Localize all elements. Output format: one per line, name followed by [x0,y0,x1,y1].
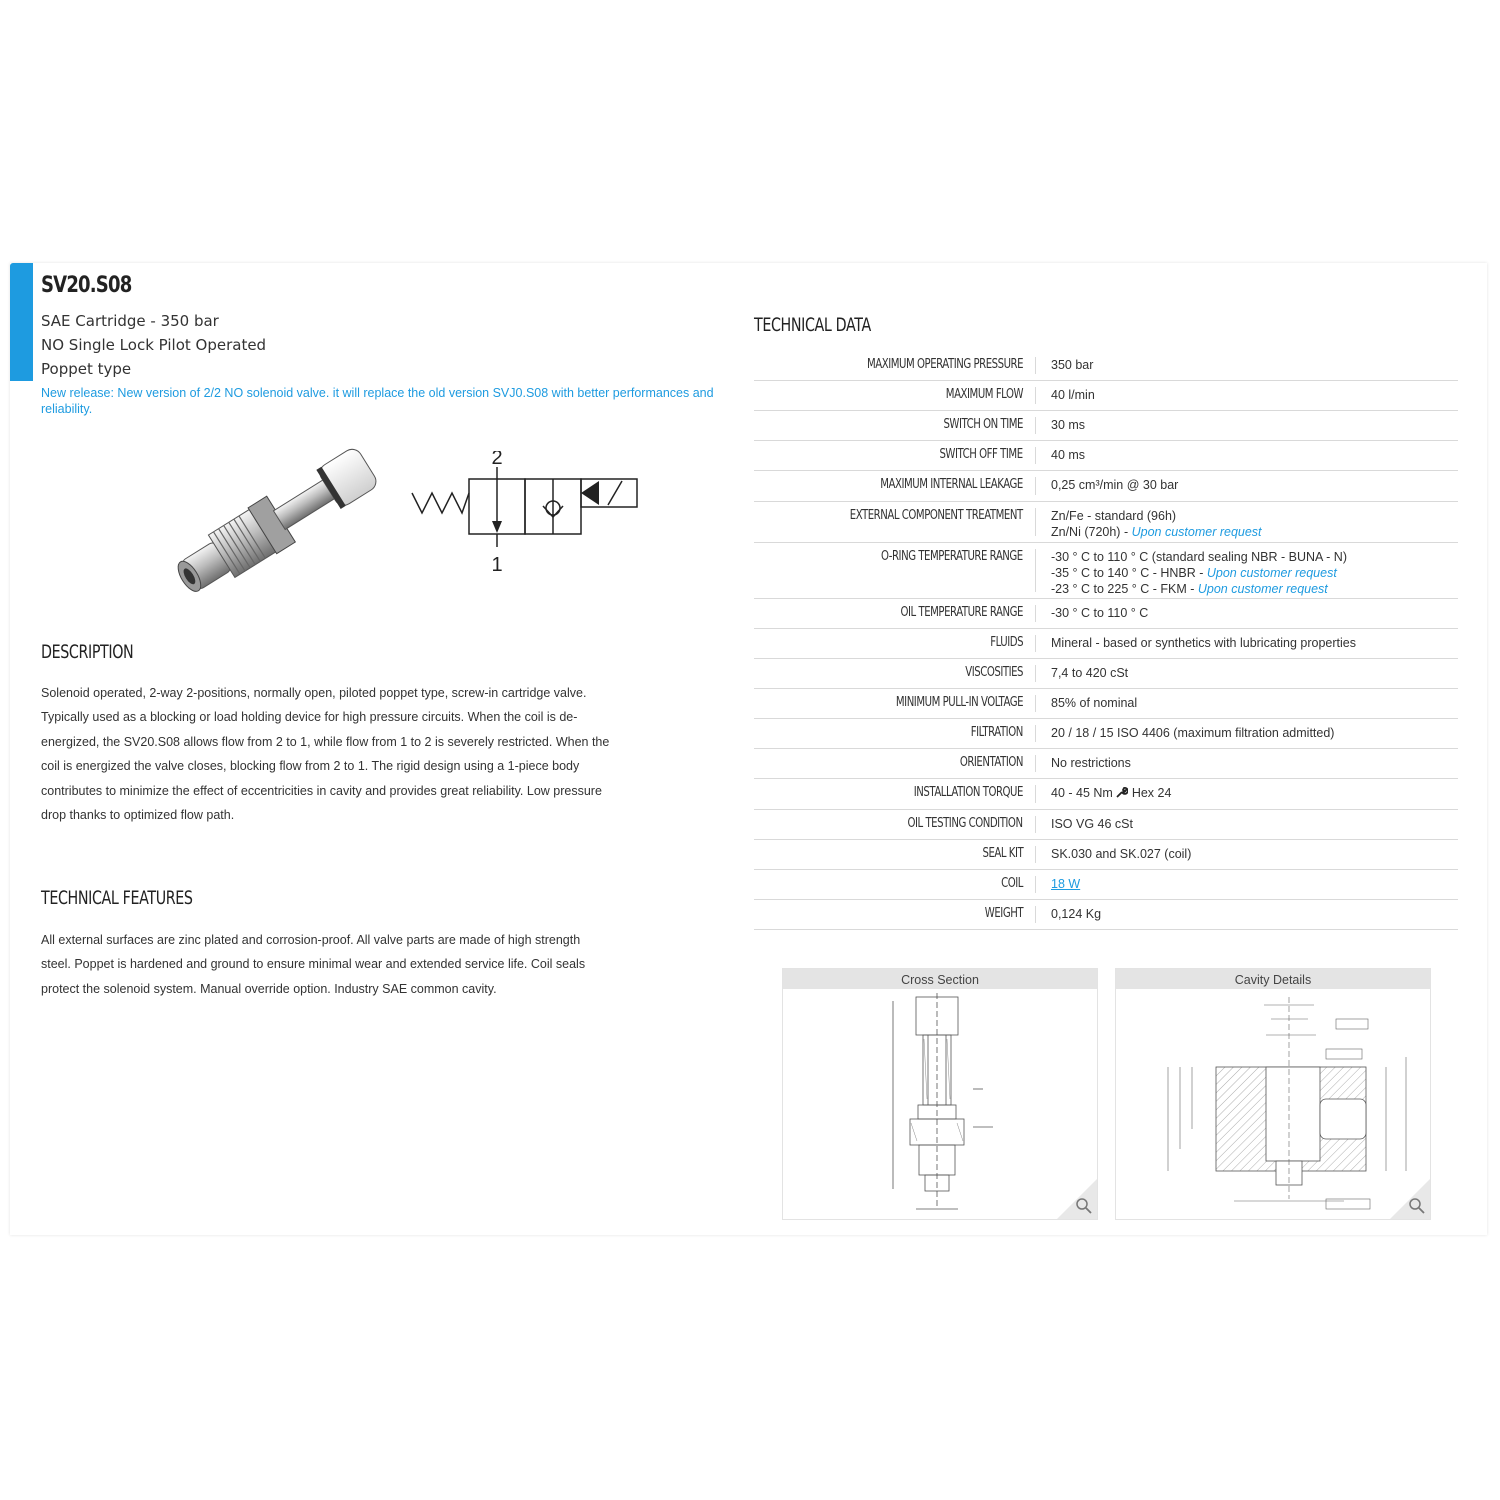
tech-row-value [1036,381,1458,410]
valve-product-image [145,441,395,611]
cross-section-thumbnail[interactable] [782,968,1098,1220]
tech-value-text: Zn/Ni (720h) - [1051,525,1132,539]
tech-value-text: SK.030 and SK.027 (coil) [1051,847,1192,861]
tech-row-label [754,840,1035,869]
product-card [10,263,1487,1235]
tech-row-value [1036,840,1458,869]
tech-row-value [1036,659,1458,688]
tech-row [754,900,1458,930]
tech-row [754,719,1458,749]
customer-request-note: Upon customer request [1131,525,1262,539]
tech-row [754,351,1458,381]
cavity-details-title: Cavity Details [1116,969,1430,989]
tech-value-text: 40 l/min [1051,388,1095,402]
tech-row-label [754,411,1035,440]
tech-row-value [1036,441,1458,470]
subtitle-line-3: Poppet type [41,360,132,378]
tech-row [754,471,1458,502]
tech-row-label-text: MAXIMUM INTERNAL LEAKAGE [880,477,1023,492]
tech-row-label-text: COIL [1001,876,1023,891]
tech-row-label-text: ORIENTATION [959,755,1023,770]
tech-row-value [1036,689,1458,718]
tech-row-label-text: FILTRATION [970,725,1023,740]
tech-row-label-text: MINIMUM PULL-IN VOLTAGE [895,695,1023,710]
tech-value-text: ISO VG 46 cSt [1051,817,1133,831]
features-text: All external surfaces are zinc plated and corrosion-proof. All valve parts are made of high strength steel. Poppet is hardened and ground to ensure minimal wear and extended service life. Coil seals protect the solenoid system. Manual override option. Industry SAE common cavity. [41,933,586,996]
tech-row-label [754,351,1035,380]
tech-row-label [754,870,1035,899]
tech-row-label-text: WEIGHT [984,906,1023,921]
tech-row-value [1036,870,1458,899]
tech-value-text: 20 / 18 / 15 ISO 4406 (maximum filtration admitted) [1051,726,1335,740]
tech-row-label-text: OIL TEMPERATURE RANGE [900,605,1023,620]
zoom-icon[interactable] [1390,1179,1430,1219]
tech-row [754,840,1458,870]
cavity-details-drawing [1116,989,1430,1219]
tech-row [754,659,1458,689]
tech-row [754,870,1458,900]
tech-row-value [1036,629,1458,658]
tech-row-value [1036,810,1458,839]
tech-row-label [754,749,1035,778]
tech-value-text: 85% of nominal [1051,696,1138,710]
tech-row-value [1036,599,1458,628]
tech-row-value [1036,779,1458,809]
tech-row [754,441,1458,471]
tech-value-line [1051,565,1458,581]
tech-row-label [754,599,1035,628]
tech-row-label-text: MAXIMUM FLOW [945,387,1023,402]
tech-value-text: 40 - 45 Nm [1051,786,1113,800]
tech-row [754,543,1458,599]
tech-row-label-text: SWITCH ON TIME [943,417,1023,432]
tech-value-text: -30 ° C to 110 ° C (standard sealing NBR - BUNA - N) [1051,550,1347,564]
tech-row [754,689,1458,719]
description-text: Solenoid operated, 2-way 2-positions, normally open, piloted poppet type, screw-in cartridge valve. Typically used as a blocking or load holding device for high pressure circuits. When the coil is de-energized, the SV20.S08 allows flow from 2 to 1, while flow from 1 to 2 is severely restricted. When the coil is energized the valve closes, blocking flow from 2 to 1. The rigid design using a 1-piece body contributes to minimize the effect of eccentricities in cavity and provides great reliability. Low pressure drop thanks to optimized flow path. [41,686,610,823]
cross-section-drawing [783,989,1097,1219]
technical-data-heading: TECHNICAL DATA [754,314,871,336]
tech-row-label-text: MAXIMUM OPERATING PRESSURE [866,357,1023,372]
tech-value-text: 30 ms [1051,418,1086,432]
tech-row-label-text: O-RING TEMPERATURE RANGE [881,549,1023,564]
tech-row-value [1036,411,1458,440]
tech-row-label [754,471,1035,501]
hydraulic-symbol [410,451,650,581]
features-heading: TECHNICAL FEATURES [41,887,193,909]
product-code: SV20.S08 [41,273,132,298]
tech-row [754,810,1458,840]
tech-value-text: 0,25 cm³/min @ 30 bar [1051,478,1179,492]
tech-row-label [754,381,1035,410]
tech-value-line [1051,581,1458,597]
customer-request-note: Upon customer request [1197,582,1328,596]
tech-row-label [754,810,1035,839]
tech-value-text: -35 ° C to 140 ° C - HNBR - [1051,566,1207,580]
wrench-icon [1113,786,1132,800]
tech-row [754,749,1458,779]
tech-row-value [1036,351,1458,380]
tech-row-label [754,689,1035,718]
tech-value-text: 0,124 Kg [1051,907,1102,921]
tech-row [754,411,1458,441]
tech-value-text: 7,4 to 420 cSt [1051,666,1129,680]
tech-row [754,381,1458,411]
tech-row [754,629,1458,659]
tech-value-text: Zn/Fe - standard (96h) [1051,509,1177,523]
tech-value-line [1051,508,1458,524]
accent-bar [10,263,33,381]
tech-row-label [754,441,1035,470]
tech-row-label [754,629,1035,658]
tech-row-value [1036,471,1458,501]
tech-value-text: 350 bar [1051,358,1094,372]
tech-row [754,599,1458,629]
tech-row-label-text: SWITCH OFF TIME [939,447,1023,462]
release-note: New release: New version of 2/2 NO solenoid valve. it will replace the old version SVJ0.S08 with better performances and reliability. [41,386,714,416]
tech-row [754,779,1458,810]
tech-value-text: -30 ° C to 110 ° C [1051,606,1149,620]
port-2-label: 2 [491,451,503,469]
tech-row-value [1036,502,1458,542]
hex-size: Hex 24 [1131,786,1172,800]
tech-row-value [1036,749,1458,778]
tech-row-value [1036,900,1458,929]
tech-value-text: -23 ° C to 225 ° C - FKM - [1051,582,1198,596]
port-1-label: 1 [491,554,503,576]
tech-row-label [754,719,1035,748]
subtitle-line-2: NO Single Lock Pilot Operated [41,336,267,354]
customer-request-note: Upon customer request [1206,566,1337,580]
tech-value-line [1051,524,1458,540]
tech-row-label-text: FLUIDS [990,635,1023,650]
zoom-icon[interactable] [1057,1179,1097,1219]
tech-row-label-text: OIL TESTING CONDITION [907,816,1023,831]
tech-row-value [1036,543,1458,598]
tech-row-label-text: INSTALLATION TORQUE [913,785,1023,800]
tech-value-text: 40 ms [1051,448,1086,462]
cavity-details-thumbnail[interactable] [1115,968,1431,1220]
tech-value-text: Mineral - based or synthetics with lubricating properties [1051,636,1356,650]
cross-section-title: Cross Section [783,969,1097,989]
tech-row-label [754,543,1035,598]
description-heading: DESCRIPTION [41,641,134,663]
tech-row-value [1036,719,1458,748]
tech-value-text: No restrictions [1051,756,1131,770]
tech-row-label-text: SEAL KIT [982,846,1023,861]
tech-row-label [754,659,1035,688]
coil-link[interactable]: 18 W [1051,877,1081,891]
technical-data-table [754,351,1458,930]
subtitle-line-1: SAE Cartridge - 350 bar [41,312,219,330]
tech-value-line [1051,549,1458,565]
tech-row [754,502,1458,543]
tech-row-label [754,779,1035,809]
tech-row-label [754,900,1035,929]
tech-row-label-text: EXTERNAL COMPONENT TREATMENT [850,508,1023,523]
tech-row-label-text: VISCOSITIES [965,665,1023,680]
tech-row-label [754,502,1035,542]
